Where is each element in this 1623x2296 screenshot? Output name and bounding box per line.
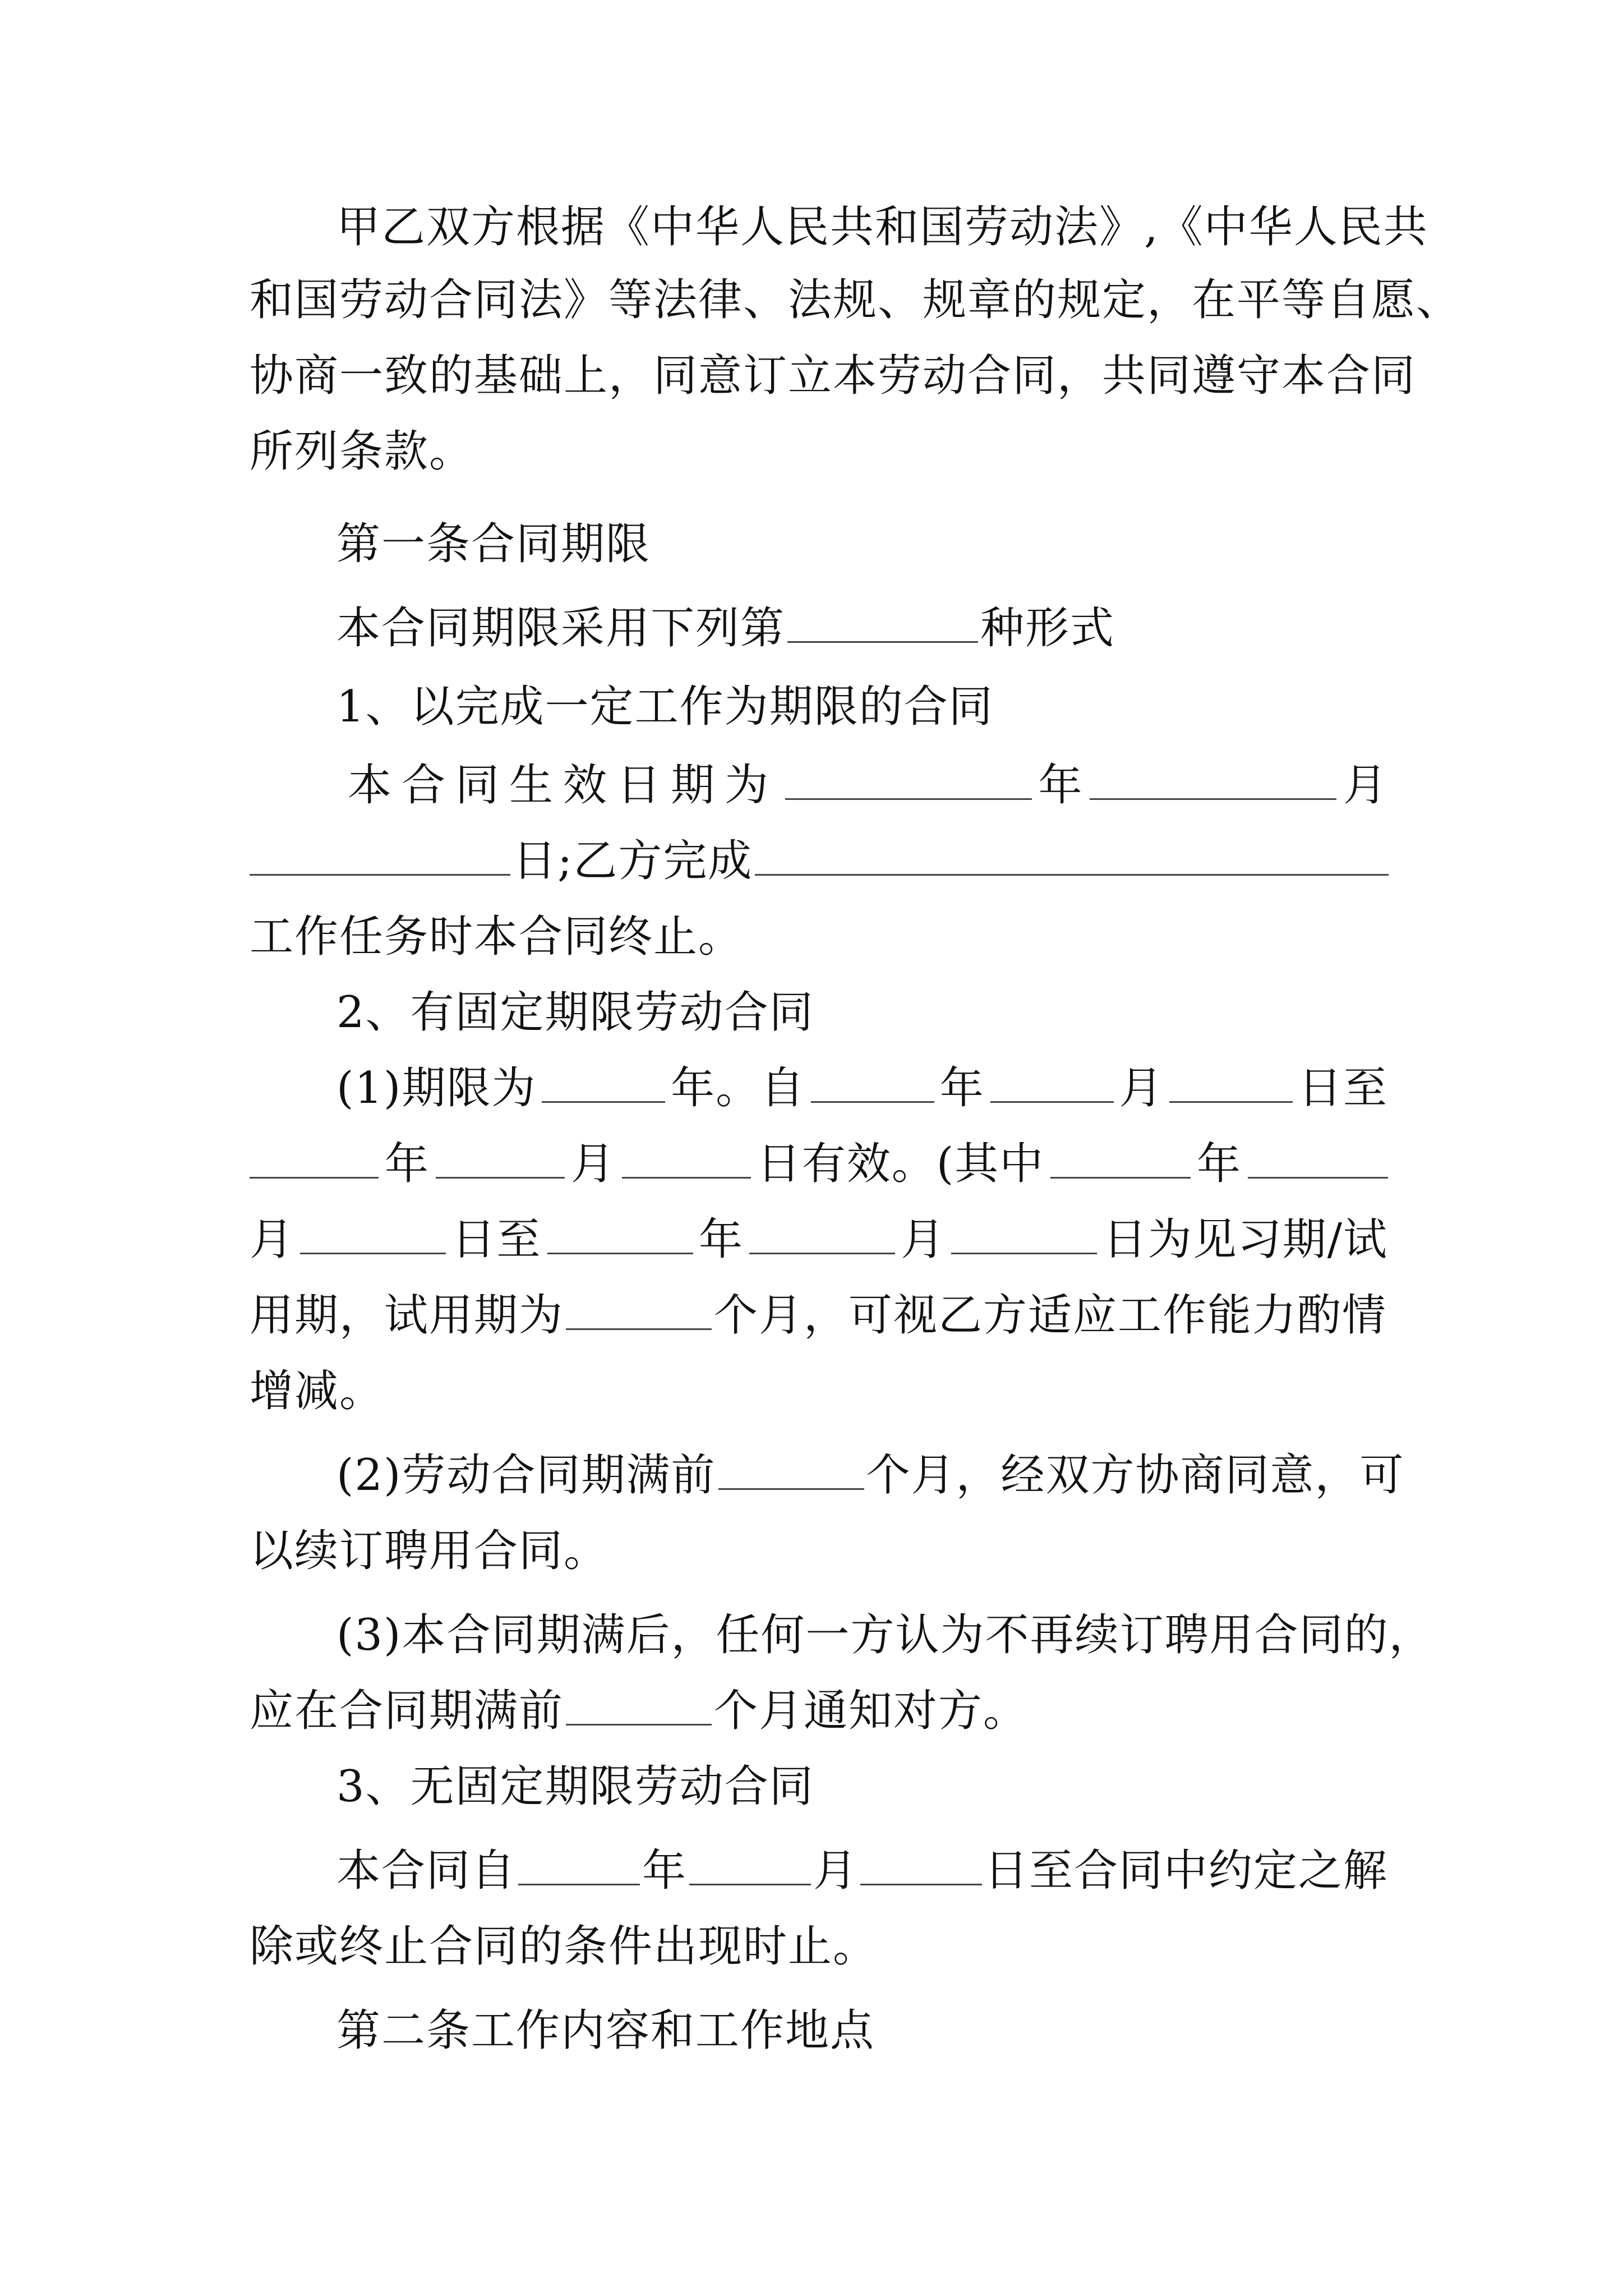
article-1-title: 第一条合同期限 bbox=[336, 519, 651, 569]
expiry-line-1: (3)本合同期满后，任何一方认为不再续订聘用合同的， bbox=[336, 1610, 1434, 1660]
item-3-heading: 3、无固定期限劳动合同 bbox=[336, 1761, 814, 1812]
effective-month-blank[interactable] bbox=[1090, 759, 1336, 800]
renewal-months-blank[interactable] bbox=[718, 1449, 864, 1490]
fixed-term-line-3: 月 日至 年 月 日为见习期/试 bbox=[250, 1214, 1388, 1265]
open-start-month-blank[interactable] bbox=[689, 1844, 811, 1885]
probation-start-day-blank[interactable] bbox=[300, 1213, 446, 1254]
probation-start-year-blank[interactable] bbox=[1050, 1138, 1191, 1179]
contract-form-line: 本合同期限采用下列第 种形式 bbox=[336, 603, 1115, 654]
expiry-line-2: 应在合同期满前 个月通知对方。 bbox=[250, 1686, 1029, 1736]
end-year-blank[interactable] bbox=[250, 1138, 379, 1179]
fixed-term-line-4: 用期，试用期为 个月，可视乙方适应工作能力酌情 bbox=[250, 1290, 1387, 1341]
term-years-blank[interactable] bbox=[542, 1062, 665, 1103]
item-2-heading: 2、有固定期限劳动合同 bbox=[336, 987, 814, 1038]
effective-date-line: 本合同生效日期为 年 月 bbox=[348, 760, 1388, 811]
renewal-line-1: (2)劳动合同期满前 个月，经双方协商同意，可 bbox=[336, 1450, 1405, 1501]
fixed-term-line-2: 年 月 日有效。(其中 年 bbox=[250, 1130, 1388, 1198]
open-term-line-2: 除或终止合同的条件出现时止。 bbox=[250, 1921, 878, 1972]
start-year-blank[interactable] bbox=[811, 1062, 934, 1103]
open-term-line-1: 本合同自 年 月 日至合同中约定之解 bbox=[336, 1846, 1389, 1896]
fixed-term-line-1: (1)期限为 年。自 年 月 日至 bbox=[336, 1063, 1388, 1114]
probation-start-month-blank[interactable] bbox=[1248, 1138, 1388, 1179]
notice-months-blank[interactable] bbox=[566, 1685, 712, 1726]
start-day-blank[interactable] bbox=[1169, 1062, 1293, 1103]
intro-line-2: 和国劳动合同法》等法律、法规、规章的规定，在平等自愿、 bbox=[250, 275, 1461, 325]
effective-date-line-2: 日;乙方完成 bbox=[250, 827, 1388, 895]
open-start-year-blank[interactable] bbox=[518, 1844, 640, 1885]
form-blank[interactable] bbox=[787, 602, 978, 643]
task-blank[interactable] bbox=[755, 835, 1389, 876]
intro-line-3: 协商一致的基础上，同意订立本劳动合同，共同遵守本合同 bbox=[250, 351, 1417, 401]
intro-line-1: 甲乙双方根据《中华人民共和国劳动法》,《中华人民共 bbox=[336, 202, 1428, 252]
end-day-blank[interactable] bbox=[622, 1138, 751, 1179]
effective-day-blank[interactable] bbox=[250, 835, 510, 876]
item-1-heading: 1、以完成一定工作为期限的合同 bbox=[336, 682, 994, 732]
start-month-blank[interactable] bbox=[990, 1062, 1114, 1103]
probation-end-month-blank[interactable] bbox=[749, 1213, 895, 1254]
renewal-line-2: 以续订聘用合同。 bbox=[250, 1526, 609, 1576]
effective-year-blank[interactable] bbox=[785, 759, 1032, 800]
fixed-term-line-5: 增减。 bbox=[250, 1366, 385, 1416]
probation-end-year-blank[interactable] bbox=[547, 1213, 693, 1254]
probation-months-blank[interactable] bbox=[566, 1289, 712, 1330]
effective-date-line-3: 工作任务时本合同终止。 bbox=[250, 912, 744, 962]
intro-line-4: 所列条款。 bbox=[250, 426, 474, 477]
article-2-title: 第二条工作内容和工作地点 bbox=[336, 2005, 875, 2056]
end-month-blank[interactable] bbox=[436, 1138, 565, 1179]
probation-end-day-blank[interactable] bbox=[951, 1213, 1097, 1254]
open-start-day-blank[interactable] bbox=[860, 1844, 982, 1885]
